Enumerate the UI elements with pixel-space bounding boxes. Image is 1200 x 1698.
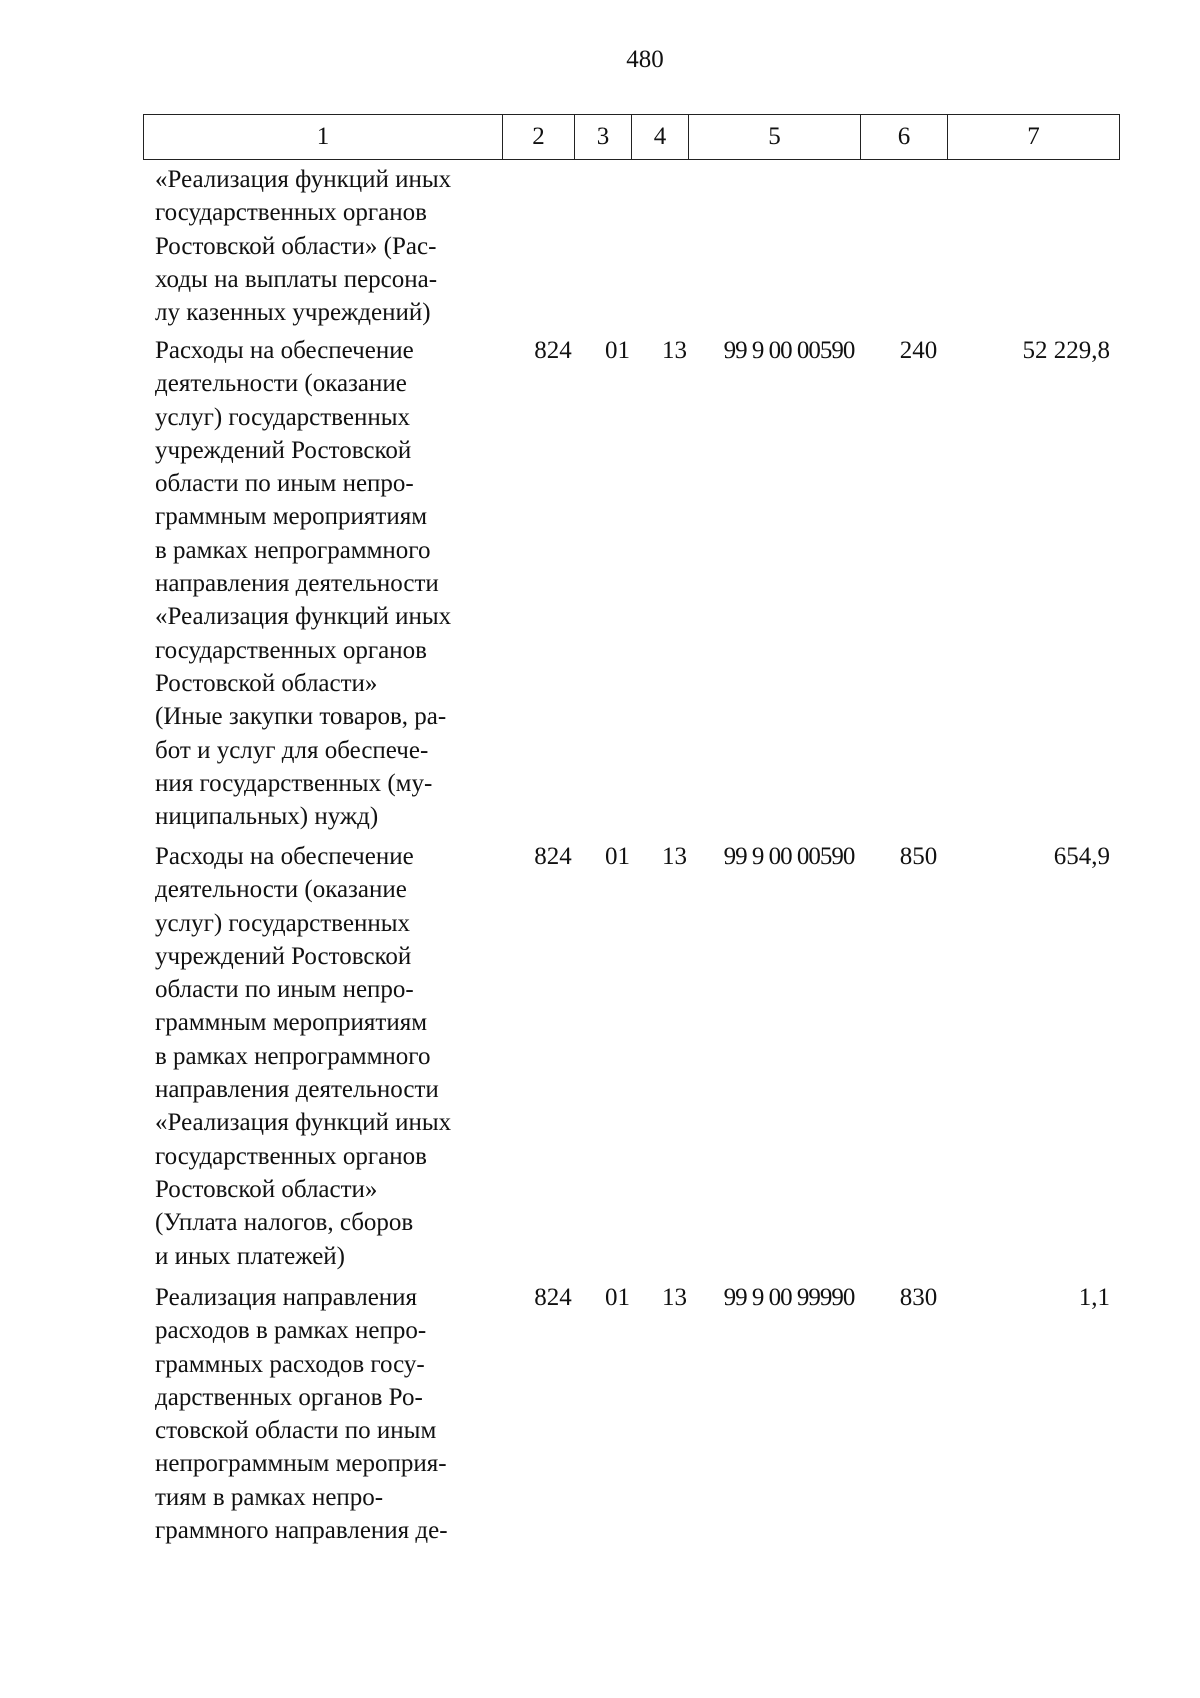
cell-target-article: 99 9 00 99990 (723, 1284, 855, 1311)
cell-amount: 52 229,8 (1022, 337, 1110, 364)
cell-subsection-code: 13 (662, 337, 687, 364)
cell-section-code: 01 (605, 337, 630, 364)
cell-section-code: 01 (605, 1284, 630, 1311)
table-row (143, 840, 1120, 1281)
cell-target-article: 99 9 00 00590 (723, 843, 855, 870)
column-header-1: 1 (144, 115, 503, 160)
cell-amount: 654,9 (1053, 843, 1110, 870)
column-header-3: 3 (575, 115, 632, 160)
cell-ministry-code: 824 (534, 1284, 572, 1311)
cell-amount: 1,1 (1078, 1284, 1110, 1311)
table-row (143, 163, 1120, 334)
table-row (143, 1281, 1120, 1553)
cell-ministry-code: 824 (534, 843, 572, 870)
row-description: Расходы на обеспечение деятельности (оказание услуг) государственных учреждений Ростовской области по иным непро- граммным мероприятиям в рамках непрограммного направления деятельности «Реализация функций иных государственных органов Ростовской области» (Иные закупки товаров, ра- бот и услуг для обеспече- ния государственных (му- ниципальных) нужд) (155, 337, 452, 831)
table-body (143, 163, 1120, 1553)
row-description: «Реализация функций иных государственных органов Ростовской области» (Рас- ходы на выплаты персона- лу казенных учреждений) (155, 166, 452, 327)
cell-section-code: 01 (605, 843, 630, 870)
column-header-7: 7 (948, 115, 1120, 160)
cell-subsection-code: 13 (662, 1284, 687, 1311)
cell-target-article: 99 9 00 00590 (723, 337, 855, 364)
cell-subsection-code: 13 (662, 843, 687, 870)
column-header-4: 4 (632, 115, 689, 160)
column-header-row (144, 115, 1120, 160)
cell-ministry-code: 824 (534, 337, 572, 364)
page-number: 480 (626, 46, 664, 73)
cell-expense-type: 850 (899, 843, 938, 870)
cell-expense-type: 830 (899, 1284, 938, 1311)
row-description: Реализация направления расходов в рамках непро- граммных расходов госу- дарственных органов Ро- стовской области по иным непрограммным мероприя- тиям в рамках непро- граммного направления де- (155, 1284, 448, 1545)
column-header-2: 2 (503, 115, 575, 160)
cell-expense-type: 240 (899, 337, 938, 364)
row-description: Расходы на обеспечение деятельности (оказание услуг) государственных учреждений Ростовской области по иным непро- граммным мероприятиям в рамках непрограммного направления деятельности «Реализация функций иных государственных органов Ростовской области» (Уплата налогов, сборов и иных платежей) (155, 843, 452, 1270)
column-header-5: 5 (689, 115, 861, 160)
table-row (143, 334, 1120, 840)
column-header-table (143, 114, 1120, 160)
column-header-6: 6 (861, 115, 948, 160)
